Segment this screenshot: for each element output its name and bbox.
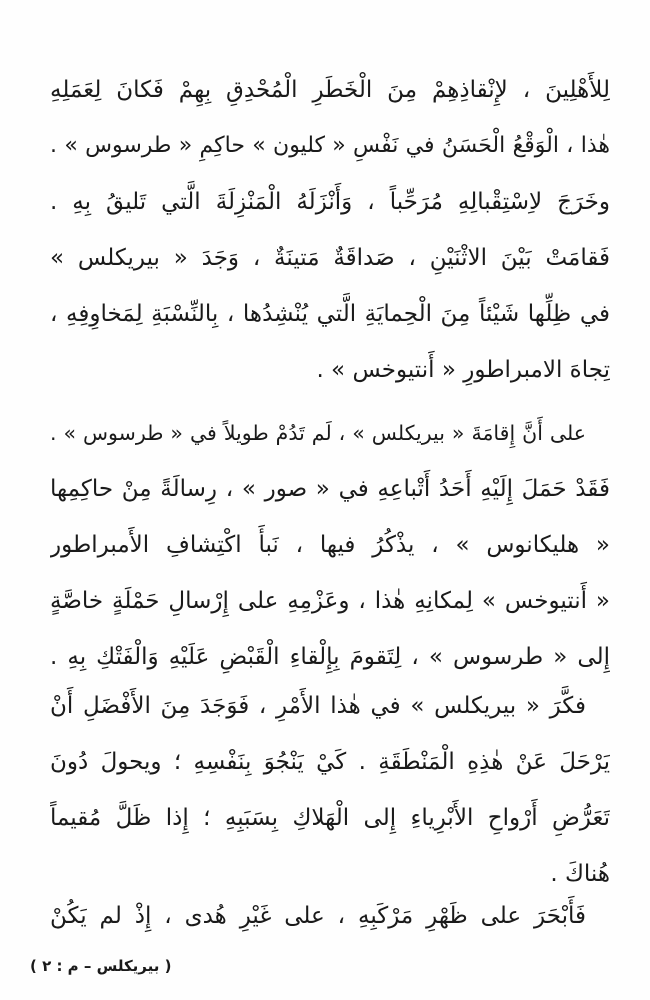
text-line: فَقَدْ حَمَلَ إِلَيْهِ أَحَدُ أَتْباعِهِ في « صور » ، رِسالَةً مِنْ حاكِمِها (50, 476, 610, 502)
text-line: تِجاهَ الامبراطورِ « أَنتيوخس » . (316, 357, 610, 383)
paragraph-2 (50, 405, 610, 685)
text-line: تَعَرُّضِ أَرْواحِ الأَبْرِياءِ إِلى الْهَلاكِ بِسَبَبِهِ ؛ إِذا ظَلَّ مُقيماً (50, 805, 610, 831)
text-line: هُناكَ . (550, 861, 610, 887)
page-footer-signature: ( بيريكلس – م : ٢ ) (30, 957, 172, 975)
text-line: هٰذا ، الْوَقْعُ الْحَسَنُ في نَفْسِ « كليون » حاكِمِ « طرسوس » . (50, 133, 610, 158)
text-line: فكَّرَ « بيريكلس » في هٰذا الأَمْرِ ، فَوَجَدَ مِنَ الأَفْضَلِ أَنْ (50, 693, 586, 719)
text-line: « أَنتيوخس » لِمكانِهِ هٰذا ، وعَزْمِهِ على إِرْسالِ حَمْلَةٍ خاصَّةٍ (50, 588, 610, 614)
text-line: فَأَبْحَرَ على ظَهْرِ مَرْكَبِهِ ، على غَيْرِ هُدى ، إِذْ لم يَكُنْ (50, 903, 586, 929)
paragraph-1 (50, 62, 610, 398)
text-line: إِلى « طرسوس » ، لِتَقومَ بِإِلْقاءِ الْقَبْضِ عَلَيْهِ وَالْفَتْكِ بِهِ . (50, 644, 610, 670)
text-line: على أَنَّ إِقامَةَ « بيريكلس » ، لَم تَدُمْ طويلاً في « طرسوس » . (50, 421, 586, 445)
paragraph-3 (50, 678, 610, 902)
text-line: لِلأَهْلِينَ ، لإِنْقاذِهِمْ مِنَ الْخَطَرِ الْمُحْدِقِ بِهِمْ فَكانَ لِعَمَلِهِ (50, 77, 610, 103)
paragraph-4 (50, 888, 610, 944)
text-line: وخَرَجَ لاِسْتِقْبالِهِ مُرَحِّباً ، وَأَنْزَلَهُ الْمَنْزِلَةَ الَّتي تَليقُ بِهِ . (50, 189, 610, 215)
text-line: يَرْحَلَ عَنْ هٰذِهِ الْمَنْطَقَةِ . كَيْ يَنْجُوَ بِنَفْسِهِ ؛ ويحولَ دُونَ (50, 749, 610, 775)
text-line: فَقامَتْ بَيْنَ الاثْنَيْنِ ، صَداقَةٌ مَتينَةٌ ، وَجَدَ « بيريكلس » (50, 245, 610, 271)
text-line: « هليكانوس » ، يذْكُرُ فيها ، نَبأَ اكْتِشافِ الأَمبراطور (50, 532, 610, 558)
text-line: في ظِلِّها شَيْئاً مِنَ الْحِمايَةِ الَّتي يُنْشِدُها ، بِالنِّسْبَةِ لِمَخاوِفِهِ ، (50, 301, 610, 327)
